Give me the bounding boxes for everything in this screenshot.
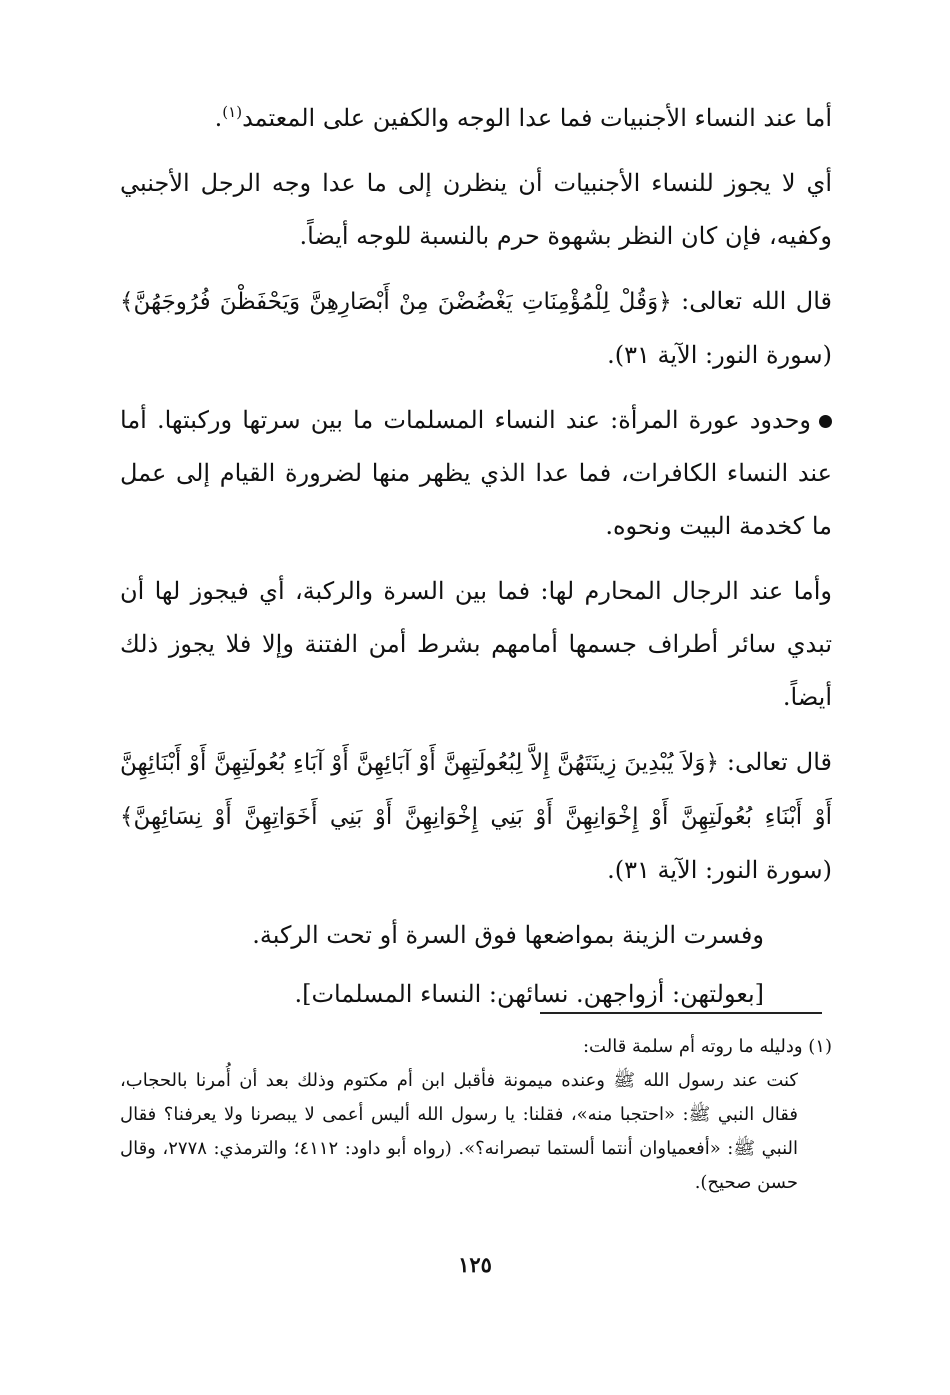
paragraph-text: وفسرت الزينة بمواضعها فوق السرة أو تحت الركبة.: [252, 921, 764, 949]
paragraph-text: أما عند النساء الأجنبيات فما عدا الوجه والكفين على المعتمد: [242, 104, 832, 132]
paragraph-adornment-explained: [120, 909, 832, 962]
footnote-divider: [540, 1012, 822, 1014]
paragraph-text: [بعولتهن: أزواجهن. نسائهن: النساء المسلمات].: [294, 980, 764, 1008]
paragraph-gaze-rule: [120, 157, 832, 263]
quran-verse: ﴿وَلاَ يُبْدِينَ زِينَتَهُنَّ إِلاَّ لِبُعُولَتِهِنَّ أَوْ آبَائِهِنَّ أَوْ آبَاءِ بُعُولَتِهِنَّ أَوْ أَبْنَائِهِنَّ أَوْ أَبْنَاءِ بُعُولَتِهِنَّ أَوْ إِخْوَانِهِنَّ أَوْ بَنِي إِخْوَانِهِنَّ أَوْ بَنِي أَخَوَاتِهِنَّ أَوْ نِسَائِهِنَّ﴾: [120, 750, 832, 830]
quran-verse: ﴿وَقُلْ لِلْمُؤْمِنَاتِ يَغْضُضْنَ مِنْ أَبْصَارِهِنَّ وَيَحْفَظْنَ فُرُوجَهُنَّ﴾: [120, 289, 672, 315]
paragraph-text: وحدود عورة المرأة: عند النساء المسلمات ما بين سرتها وركبتها. أما عند النساء الكافرات، فما عدا الذي يظهر منها لضرورة القيام إلى عمل ما كخدمة البيت ونحوه.: [120, 406, 832, 540]
paragraph-foreign-women: [120, 92, 832, 145]
bullet-icon: [819, 415, 832, 428]
paragraph-quran-verse-1: [120, 275, 832, 382]
verse-citation: (سورة النور: الآية ٣١).: [607, 856, 832, 884]
page-number: ١٢٥: [458, 1252, 492, 1277]
paragraph-awrah-limits: [120, 394, 832, 553]
verse-citation: (سورة النور: الآية ٣١).: [607, 341, 832, 369]
paragraph-text: أي لا يجوز للنساء الأجنبيات أن ينظرن إلى ما عدا وجه الرجل الأجنبي وكفيه، فإن كان النظر بشهوة حرم بالنسبة للوجه أيضاً.: [120, 169, 832, 250]
footnote-body: كنت عند رسول الله ﷺ وعنده ميمونة فأقبل ابن أم مكتوم وذلك بعد أن أُمرنا بالحجاب، فقال النبي ﷺ: «احتجبا منه»، فقلنا: يا رسول الله أليس أعمى لا يبصرنا ولا يعرفنا؟ فقال النبي ﷺ: «أفعمياوان أنتما ألستما تبصرانه؟». (رواه أبو داود: ٤١١٢؛ والترمذي: ٢٧٧٨، وقال حسن صحيح).: [120, 1070, 798, 1193]
main-text: [120, 92, 832, 1027]
paragraph-text: وأما عند الرجال المحارم لها: فما بين السرة والركبة، أي فيجوز لها أن تبدي سائر أطراف جسمها أمامهم بشرط أمن الفتنة وإلا فلا يجوز ذلك أيضاً.: [120, 577, 832, 711]
paragraph-quran-verse-2: [120, 736, 832, 897]
paragraph-mahram-men: [120, 565, 832, 724]
verse-intro: قال تعالى:: [718, 748, 833, 776]
footnote-heading: (١) ودليله ما روته أم سلمة قالت:: [582, 1036, 832, 1057]
footnotes: [120, 1030, 832, 1200]
verse-intro: قال الله تعالى:: [671, 287, 832, 315]
footnote-reference: (١): [222, 103, 243, 121]
paragraph-tail: .: [214, 104, 223, 132]
